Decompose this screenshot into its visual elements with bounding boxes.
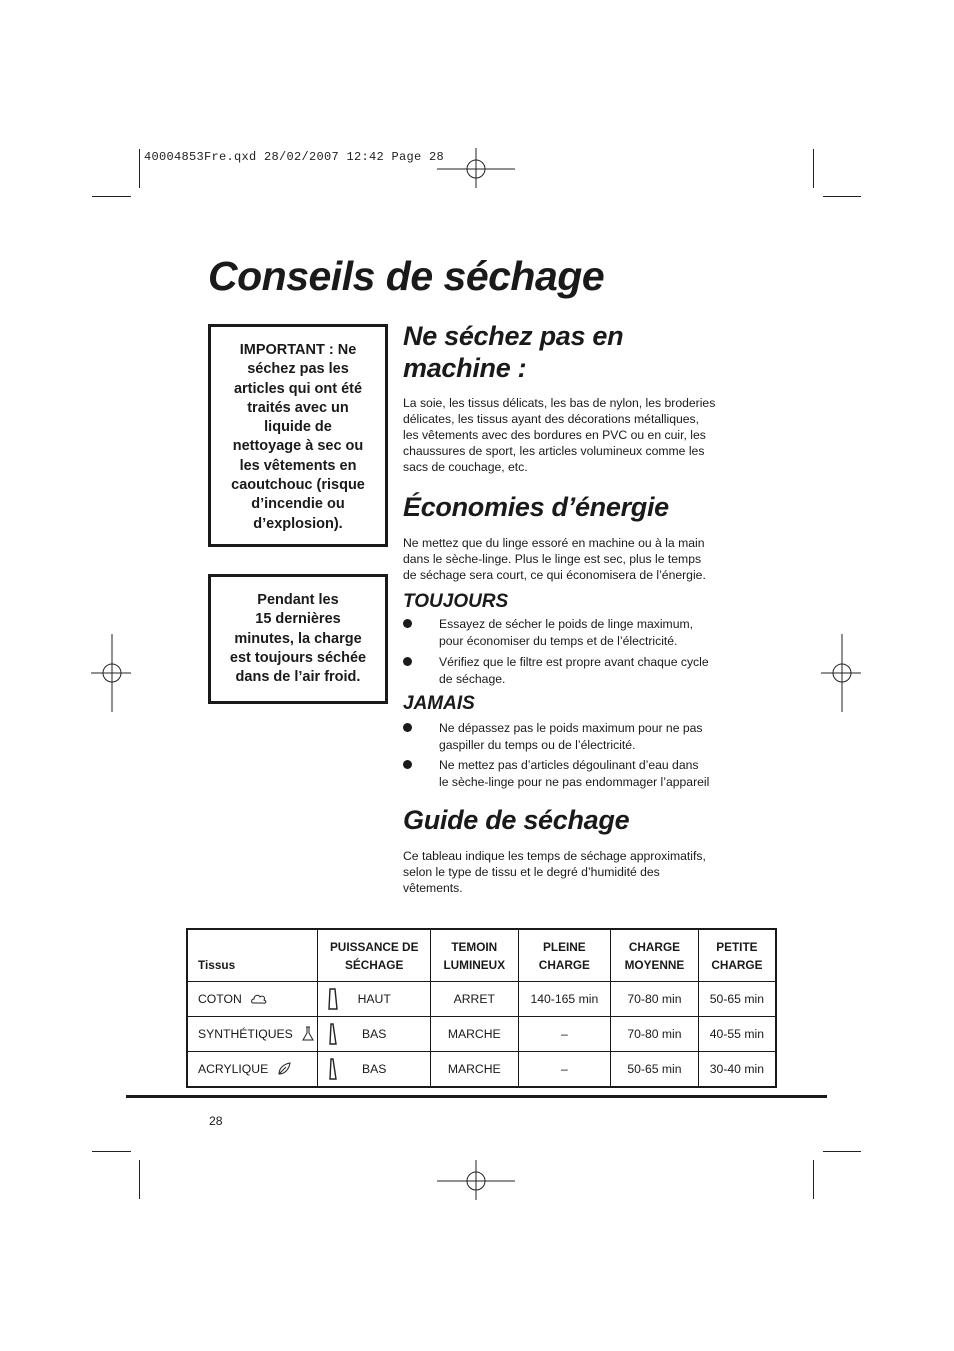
cell-pleine: –	[518, 1052, 611, 1088]
heading-jamais: JAMAIS	[403, 693, 475, 714]
header-line: PUISSANCE DE	[329, 939, 419, 954]
header-line: PLEINE	[543, 939, 586, 954]
cell-pleine: 140-165 min	[518, 982, 611, 1017]
acrylic-icon	[276, 1061, 292, 1077]
no-machine-paragraph	[403, 395, 748, 475]
table-row	[187, 1052, 776, 1088]
energy-paragraph	[403, 535, 748, 583]
cell-puissance	[318, 1052, 430, 1088]
bullet-icon	[403, 723, 412, 732]
box-line: articles qui ont été	[233, 380, 363, 397]
page-number: 28	[209, 1114, 223, 1128]
heading-toujours: TOUJOURS	[403, 591, 509, 612]
box-line: d’incendie ou	[251, 496, 345, 513]
cell-moyenne: 70-80 min	[611, 982, 699, 1017]
table-header-puissance	[318, 929, 430, 982]
heading-line: machine :	[403, 353, 527, 383]
box-line: les vêtements en	[239, 457, 357, 474]
iron-low-icon	[327, 1023, 339, 1045]
table-header-moyenne	[611, 929, 699, 982]
bullet-icon	[403, 619, 412, 628]
tissu-label: COTON	[198, 992, 242, 1006]
box-line: traités avec un	[247, 399, 349, 416]
heading-no-machine	[403, 320, 623, 384]
table-row	[187, 1017, 776, 1052]
cell-temoin: ARRET	[430, 982, 518, 1017]
bullet-icon	[403, 657, 412, 666]
header-line: TEMOIN	[451, 939, 498, 954]
table-header-petite	[698, 929, 776, 982]
cell-moyenne: 50-65 min	[611, 1052, 699, 1088]
header-line: Tissus	[198, 958, 236, 972]
cooling-info-box	[208, 574, 388, 704]
table-row	[187, 982, 776, 1017]
table-header-pleine	[518, 929, 611, 982]
footer-rule	[126, 1095, 827, 1098]
bullet-line: le sèche-linge pour ne pas endommager l’appareil	[439, 774, 710, 789]
header-line: CHARGE	[538, 957, 590, 972]
file-slug: 40004853Fre.qxd 28/02/2007 12:42 Page 28	[144, 150, 445, 164]
paragraph-line: de séchage sera court, ce qui économisera de l’énergie.	[403, 568, 706, 582]
box-line: d’explosion).	[253, 515, 343, 532]
page-title: Conseils de séchage	[208, 253, 605, 299]
box-line: séchez pas les	[247, 361, 349, 378]
cell-puissance	[318, 982, 430, 1017]
paragraph-line: délicates, les tissus ayant des décorations métalliques,	[403, 412, 700, 426]
cell-pleine: –	[518, 1017, 611, 1052]
header-line: CHARGE	[711, 957, 763, 972]
header-line: PETITE	[716, 939, 758, 954]
registration-mark-left-icon	[91, 634, 133, 714]
header-line: LUMINEUX	[443, 957, 506, 972]
header-line: MOYENNE	[624, 957, 685, 972]
box-line: Pendant les	[257, 592, 339, 608]
table-header-temoin	[430, 929, 518, 982]
box-line: caoutchouc (risque	[231, 477, 365, 494]
box-line: 15 dernières	[255, 611, 341, 628]
drying-guide-table	[186, 928, 777, 1088]
cell-petite: 50-65 min	[698, 982, 776, 1017]
tissu-label: ACRYLIQUE	[198, 1062, 269, 1076]
bullet-line: pour économiser du temps et de l’électricité.	[439, 633, 678, 648]
bullet-line: Essayez de sécher le poids de linge maximum,	[439, 617, 694, 631]
header-line: SÉCHAGE	[345, 957, 404, 972]
puissance-value: BAS	[361, 1062, 387, 1076]
puissance-value: HAUT	[357, 992, 391, 1006]
paragraph-line: Ce tableau indique les temps de séchage approximatifs,	[403, 849, 706, 863]
box-line: nettoyage à sec ou	[232, 438, 364, 455]
paragraph-line: dans le sèche-linge. Plus le linge est sec, plus le temps	[403, 552, 702, 566]
cell-temoin: MARCHE	[430, 1017, 518, 1052]
header-line: CHARGE	[628, 939, 680, 954]
paragraph-line: vêtements.	[403, 881, 463, 895]
cell-temoin: MARCHE	[430, 1052, 518, 1088]
cell-moyenne: 70-80 min	[611, 1017, 699, 1052]
paragraph-line: chaussures de sport, les articles volumineux comme les	[403, 444, 705, 458]
table-header-tissus	[187, 929, 318, 982]
table-header-row	[187, 929, 776, 982]
bullet-line: Ne dépassez pas le poids maximum pour ne pas	[439, 721, 703, 735]
important-warning-box	[208, 324, 388, 547]
heading-line: Ne séchez pas en	[403, 321, 624, 351]
cotton-icon	[250, 992, 268, 1006]
synthetic-icon	[301, 1026, 315, 1042]
box-line: IMPORTANT : Ne	[239, 342, 357, 358]
puissance-value: BAS	[361, 1027, 387, 1041]
paragraph-line: sacs de couchage, etc.	[403, 460, 528, 474]
box-line: dans de l’air froid.	[235, 669, 361, 686]
cell-puissance	[318, 1017, 430, 1052]
heading-energy: Économies d’énergie	[403, 492, 669, 522]
bullet-line: de séchage.	[439, 671, 506, 686]
heading-guide: Guide de séchage	[403, 805, 630, 835]
paragraph-line: Ne mettez que du linge essoré en machine ou à la main	[403, 536, 705, 550]
cell-tissu	[187, 982, 318, 1017]
box-line: liquide de	[264, 419, 332, 436]
paragraph-line: les vêtements avec des bordures en PVC ou en cuir, les	[403, 428, 706, 442]
iron-low-icon	[327, 1058, 339, 1080]
cell-tissu	[187, 1052, 318, 1088]
iron-high-icon	[327, 988, 339, 1010]
tissu-label: SYNTHÉTIQUES	[198, 1027, 293, 1041]
cell-petite: 30-40 min	[698, 1052, 776, 1088]
registration-mark-right-icon	[821, 634, 863, 714]
box-line: minutes, la charge	[234, 630, 362, 647]
paragraph-line: selon le type de tissu et le degré d’humidité des	[403, 865, 660, 879]
cell-petite: 40-55 min	[698, 1017, 776, 1052]
guide-paragraph	[403, 848, 748, 896]
cell-tissu	[187, 1017, 318, 1052]
registration-mark-bottom-icon	[437, 1160, 517, 1202]
bullet-line: gaspiller du temps ou de l’électricité.	[439, 737, 636, 752]
bullet-icon	[403, 760, 412, 769]
bullet-line: Vérifiez que le filtre est propre avant chaque cycle	[439, 655, 709, 669]
bullet-line: Ne mettez pas d’articles dégoulinant d’eau dans	[439, 758, 699, 772]
registration-mark-top-icon	[437, 148, 517, 190]
box-line: est toujours séchée	[229, 649, 367, 666]
paragraph-line: La soie, les tissus délicats, les bas de nylon, les broderies	[403, 396, 716, 410]
